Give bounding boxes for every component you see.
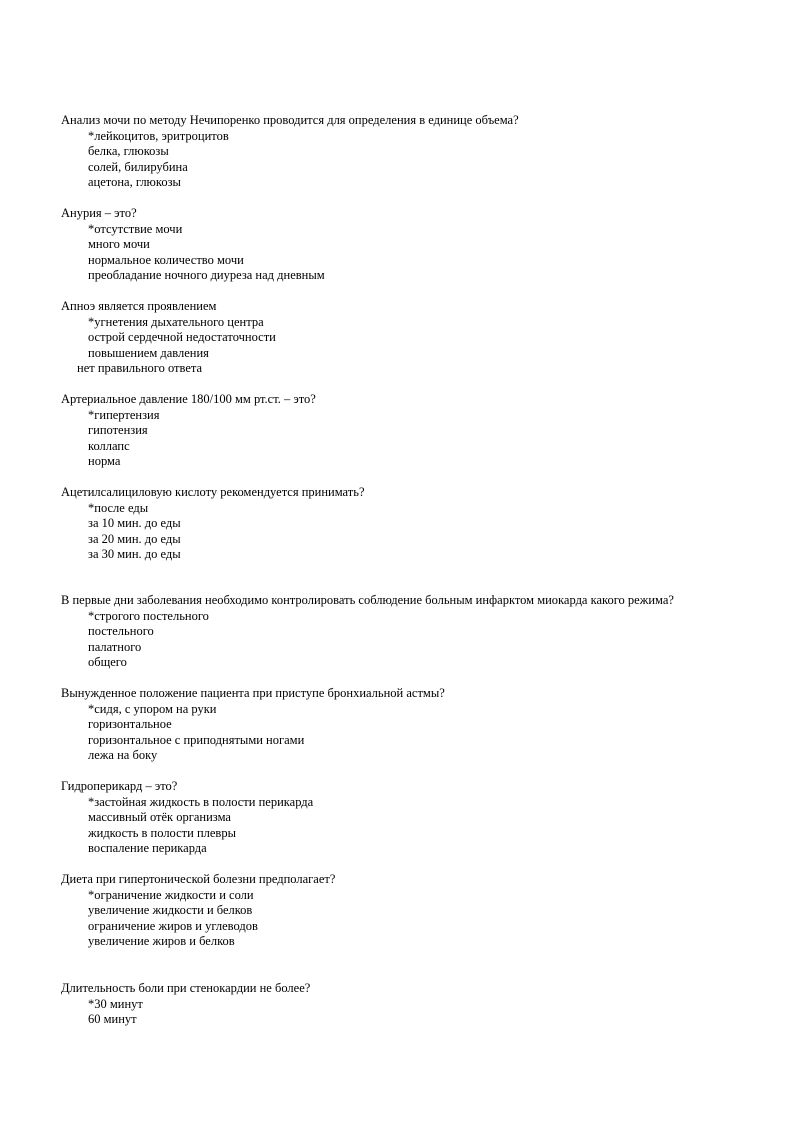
question-text: Анурия – это?: [61, 206, 137, 220]
answer-option: лежа на боку: [88, 748, 158, 762]
answer-option: палатного: [88, 639, 142, 654]
answer-option: нет правильного ответа: [77, 361, 203, 375]
answer-option: общего: [88, 655, 127, 669]
answer-option: 60 минут: [88, 1012, 137, 1026]
answer-option: *отсутствие мочи: [88, 221, 183, 236]
answer-option: повышением давления: [88, 345, 209, 360]
answer-option: белка, глюкозы: [88, 144, 169, 158]
answer-option: ацетона, глюкозы: [88, 175, 181, 189]
answer-option: постельного: [88, 624, 154, 638]
answer-option: преобладание ночного диуреза над дневным: [88, 268, 325, 282]
answer-option: увеличение жидкости и белков: [88, 903, 253, 917]
answer-option: *после еды: [88, 500, 149, 515]
question-text: Анализ мочи по методу Нечипоренко проводится для определения в единице объема?: [61, 113, 519, 127]
answer-option: *гипертензия: [88, 407, 160, 422]
answer-option: коллапс: [88, 438, 130, 453]
answer-option: *ограничение жидкости и соли: [88, 887, 254, 902]
answer-option: массивный отёк организма: [88, 810, 231, 824]
answer-option: за 20 мин. до еды: [88, 531, 181, 546]
answer-option: воспаление перикарда: [88, 841, 207, 855]
answer-option: много мочи: [88, 237, 150, 251]
answer-option: гипотензия: [88, 423, 148, 437]
question-text: В первые дни заболевания необходимо контролировать соблюдение больным инфарктом миокарда какого режима?: [61, 593, 674, 607]
answer-option: ограничение жиров и углеводов: [88, 918, 258, 933]
answer-option: *угнетения дыхательного центра: [88, 314, 264, 329]
question-text: Вынужденное положение пациента при приступе бронхиальной астмы?: [61, 686, 445, 700]
answer-option: нормальное количество мочи: [88, 252, 244, 267]
question-text: Гидроперикард – это?: [61, 779, 178, 793]
question-text: Диета при гипертонической болезни предполагает?: [61, 872, 336, 886]
question-text: Ацетилсалициловую кислоту рекомендуется принимать?: [61, 485, 365, 499]
question-text: Артериальное давление 180/100 мм рт.ст. – это?: [61, 392, 316, 406]
answer-option: *30 минут: [88, 996, 143, 1011]
answer-option: *сидя, с упором на руки: [88, 701, 217, 716]
answer-option: *лейкоцитов, эритроцитов: [88, 128, 229, 143]
answer-option: острой сердечной недостаточности: [88, 330, 276, 344]
question-text: Апноэ является проявлением: [61, 299, 217, 313]
answer-option: горизонтальное с приподнятыми ногами: [88, 732, 305, 747]
answer-option: за 30 мин. до еды: [88, 547, 181, 561]
answer-option: *застойная жидкость в полости перикарда: [88, 794, 314, 809]
answer-option: *строгого постельного: [88, 608, 209, 623]
question-text: Длительность боли при стенокардии не более?: [61, 981, 311, 995]
answer-option: увеличение жиров и белков: [88, 934, 235, 948]
answer-option: за 10 мин. до еды: [88, 516, 181, 530]
answer-option: норма: [88, 454, 121, 468]
answer-option: горизонтальное: [88, 717, 172, 731]
answer-option: жидкость в полости плевры: [88, 825, 236, 840]
answer-option: солей, билирубина: [88, 159, 188, 174]
